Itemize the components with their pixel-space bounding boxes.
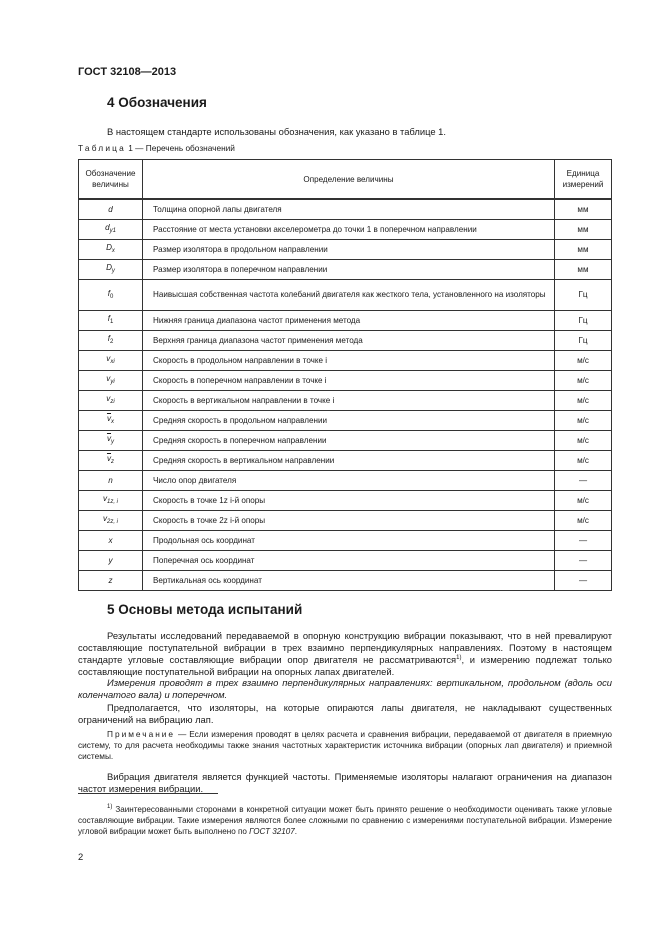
unit-cell: м/с: [555, 431, 612, 451]
table-row: [79, 371, 612, 391]
footnote-divider: [78, 793, 218, 794]
section-4-title: 4 Обозначения: [107, 95, 207, 110]
unit-cell: —: [555, 551, 612, 571]
definition-cell: Скорость в поперечном направлении в точке i: [143, 371, 555, 391]
symbol-cell: $f_0$: [79, 280, 143, 311]
symbol-cell: $v_{2z, i}$: [79, 511, 143, 531]
table-caption-word: Таблица: [78, 143, 126, 153]
symbol-cell: $f_2$: [79, 331, 143, 351]
unit-cell: м/с: [555, 391, 612, 411]
symbol-cell: n: [79, 471, 143, 491]
section-5-paragraph-1: [78, 630, 612, 677]
definition-cell: Поперечная ось координат: [143, 551, 555, 571]
note-label: Примечание: [107, 729, 176, 739]
p1-end: , и измерению подлежат только составляющие поступательной вибрации на опорных лапах двигателей.: [78, 654, 612, 677]
unit-cell: мм: [555, 220, 612, 240]
symbol-cell: y: [79, 551, 143, 571]
symbol-cell: $D_y$: [79, 260, 143, 280]
header-unit: Единица измерений: [555, 160, 612, 200]
definition-cell: Нижняя граница диапазона частот применения метода: [143, 311, 555, 331]
designations-table: [78, 159, 612, 591]
section-5-paragraph-3: Предполагается, что изоляторы, на которые опираются лапы двигателя, не накладывают существенных ограничений на вибрацию лап.: [78, 702, 612, 725]
table-caption-rest: 1 — Перечень обозначений: [125, 143, 235, 153]
symbol-cell: $v_{yi}$: [79, 371, 143, 391]
definition-cell: Наивысшая собственная частота колебаний двигателя как жесткого тела, установленного на изоляторы: [143, 280, 555, 311]
note-text: — Если измерения проводят в целях расчета и сравнения вибрации, передаваемой от двигателя в приемную систему, то для расчета необходимы также знания частотных характеристик источника вибрации (опорных лап двигателя) и приемной системы.: [78, 729, 612, 761]
table-row: [79, 351, 612, 371]
document-header: ГОСТ 32108—2013: [78, 66, 177, 78]
p1-text: Результаты исследований передаваемой в опорную конструкцию вибрации показывают, что в ней превалируют составляющие поступательной вибрации в трех взаимно перпендикулярных направлениях. Поэтому в настоящем стандарте угловые составляющие вибрации опор двигателя не рассматриваются: [78, 630, 612, 666]
header-definition: Определение величины: [143, 160, 555, 200]
definition-cell: Средняя скорость в продольном направлении: [143, 411, 555, 431]
table-row: [79, 220, 612, 240]
table-row: [79, 471, 612, 491]
section-5-paragraph-2: Измерения проводят в трех взаимно перпендикулярных направлениях: вертикальном, продольном (вдоль оси коленчатого вала) и поперечном.: [78, 677, 612, 700]
section-4-intro: В настоящем стандарте использованы обозначения, как указано в таблице 1.: [107, 126, 446, 137]
table-row: [79, 411, 612, 431]
definition-cell: Число опор двигателя: [143, 471, 555, 491]
symbol-cell: $D_x$: [79, 240, 143, 260]
symbol-cell: $\overline{v}_x$: [79, 411, 143, 431]
page-number: 2: [78, 851, 84, 862]
table-body: [79, 199, 612, 591]
unit-cell: —: [555, 471, 612, 491]
footnote-ref-standard[interactable]: ГОСТ 32107: [249, 827, 295, 836]
footnote-text: Заинтересованными сторонами в конкретной ситуации может быть принято решение о необходимости оценивать также угловые составляющие вибрации. Такие измерения являются более сложными по сравнению с измерениями поступательной вибрации. Измерение угловой вибрации может быть выполнено по: [78, 805, 612, 836]
definition-cell: Верхняя граница диапазона частот применения метода: [143, 331, 555, 351]
symbol-cell: $\overline{v}_z$: [79, 451, 143, 471]
table-row: [79, 511, 612, 531]
definition-cell: Размер изолятора в поперечном направлении: [143, 260, 555, 280]
section-5-title: 5 Основы метода испытаний: [107, 602, 303, 617]
definition-cell: Скорость в точке 1z i-й опоры: [143, 491, 555, 511]
symbol-cell: d: [79, 199, 143, 220]
symbol-cell: $d_{y1}$: [79, 220, 143, 240]
table-caption: [78, 143, 235, 153]
table-row: [79, 240, 612, 260]
unit-cell: м/с: [555, 451, 612, 471]
symbol-cell: $\overline{v}_y$: [79, 431, 143, 451]
table-row: [79, 431, 612, 451]
unit-cell: Гц: [555, 280, 612, 311]
unit-cell: Гц: [555, 311, 612, 331]
footnote: $^{1)}$ Заинтересованными сторонами в конкретной ситуации может быть принято решение о необходимости оценивать также угловые составляющие вибрации. Такие измерения являются более сложными по сравнению с измерениями поступательной вибрации. Измерение угловой вибрации может быть выполнено по ГОСТ 32107.: [78, 804, 612, 836]
unit-cell: м/с: [555, 411, 612, 431]
note: [78, 729, 612, 762]
definition-cell: Размер изолятора в продольном направлении: [143, 240, 555, 260]
table-row: [79, 451, 612, 471]
definition-cell: Толщина опорной лапы двигателя: [143, 199, 555, 220]
definition-cell: Расстояние от места установки акселерометра до точки 1 в поперечном направлении: [143, 220, 555, 240]
table-row: [79, 531, 612, 551]
header-symbol: Обозначение величины: [79, 160, 143, 200]
definition-cell: Скорость в точке 2z i-й опоры: [143, 511, 555, 531]
table-row: [79, 571, 612, 591]
unit-cell: м/с: [555, 371, 612, 391]
table-row: [79, 551, 612, 571]
definition-cell: Средняя скорость в вертикальном направлении: [143, 451, 555, 471]
definition-cell: Скорость в продольном направлении в точке i: [143, 351, 555, 371]
unit-cell: м/с: [555, 511, 612, 531]
unit-cell: Гц: [555, 331, 612, 351]
unit-cell: м/с: [555, 491, 612, 511]
definition-cell: Средняя скорость в поперечном направлении: [143, 431, 555, 451]
table-row: [79, 331, 612, 351]
table-row: [79, 311, 612, 331]
unit-cell: м/с: [555, 351, 612, 371]
unit-cell: мм: [555, 260, 612, 280]
definition-cell: Продольная ось координат: [143, 531, 555, 551]
table-row: [79, 260, 612, 280]
unit-cell: мм: [555, 199, 612, 220]
unit-cell: —: [555, 571, 612, 591]
table-header-row: [79, 160, 612, 200]
symbol-cell: z: [79, 571, 143, 591]
definition-cell: Вертикальная ось координат: [143, 571, 555, 591]
symbol-cell: x: [79, 531, 143, 551]
symbol-cell: $v_{xi}$: [79, 351, 143, 371]
table-row: [79, 491, 612, 511]
symbol-cell: $v_{1z, i}$: [79, 491, 143, 511]
table-row: [79, 391, 612, 411]
definition-cell: Скорость в вертикальном направлении в точке i: [143, 391, 555, 411]
table-row: [79, 199, 612, 220]
footnote-ref[interactable]: 1): [456, 655, 462, 662]
table-row: [79, 280, 612, 311]
unit-cell: мм: [555, 240, 612, 260]
symbol-cell: $f_1$: [79, 311, 143, 331]
section-5-paragraph-4: Вибрация двигателя является функцией частоты. Применяемые изоляторы налагают ограничения на диапазон частот измерения вибрации.: [78, 771, 612, 794]
footnote-mark: 1): [107, 804, 113, 810]
unit-cell: —: [555, 531, 612, 551]
symbol-cell: $v_{zi}$: [79, 391, 143, 411]
